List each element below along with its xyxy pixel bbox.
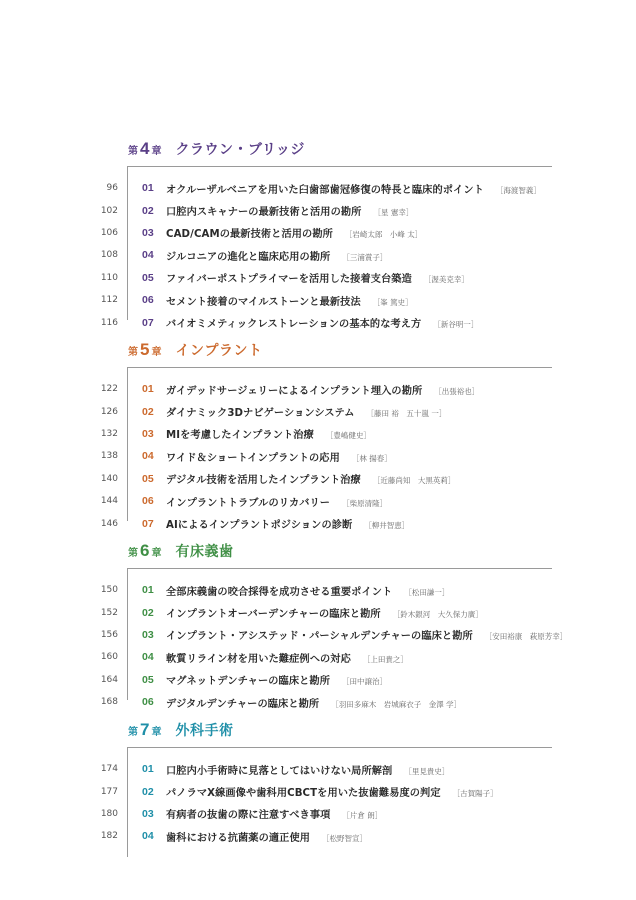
entry-title: 歯科における抗菌薬の適正使用 <box>166 832 311 844</box>
entry-number: 05 <box>142 673 154 686</box>
toc-entry[interactable] <box>0 400 636 422</box>
entry-author: ［里見貴史］ <box>404 766 450 776</box>
page-number: 180 <box>100 808 118 819</box>
chapter-title: 有床義歯 <box>175 544 234 560</box>
entry-author: ［渥美克幸］ <box>423 275 469 285</box>
page-number: 140 <box>100 473 118 484</box>
chapter-prefix: 第 <box>128 548 138 559</box>
entry-title: ワイド＆ショートインプラントの応用 <box>166 452 340 464</box>
chapter-heading <box>128 340 262 364</box>
page-number: 174 <box>100 764 118 775</box>
entry-number: 05 <box>142 271 154 284</box>
entry-author: ［片倉 朗］ <box>342 811 383 821</box>
chapter-rule <box>127 166 552 167</box>
toc-entry[interactable] <box>0 468 636 490</box>
entry-title: インプラントトラブルのリカバリー <box>166 497 331 509</box>
entry-number: 02 <box>142 405 154 418</box>
entry-author: ［林 揚春］ <box>351 453 392 463</box>
toc-entry[interactable] <box>0 669 636 691</box>
chapter-number: 5 <box>140 340 150 359</box>
chapter-title: 外科手術 <box>175 723 234 739</box>
toc-entry[interactable] <box>0 311 636 333</box>
entry-number: 03 <box>142 226 154 239</box>
entry-title: 全部床義歯の咬合採得を成功させる重要ポイント <box>166 586 393 598</box>
page-number: 182 <box>100 831 118 842</box>
entry-title: セメント接着のマイルストーンと最新技法 <box>166 296 361 308</box>
entry-number: 07 <box>142 316 154 329</box>
toc-entry[interactable] <box>0 445 636 467</box>
entry-author: ［上田貴之］ <box>362 654 408 664</box>
toc-entry[interactable] <box>0 177 636 199</box>
entry-title: ガイデッドサージェリーによるインプラント埋入の勘所 <box>166 385 423 397</box>
entry-number: 02 <box>142 606 154 619</box>
entry-author: ［豊嶋健史］ <box>325 431 371 441</box>
chapter-title: インプラント <box>175 343 263 359</box>
entry-author: ［三浦賞子］ <box>342 252 388 262</box>
entry-number: 01 <box>142 584 154 597</box>
entry-number: 01 <box>142 383 154 396</box>
page-number: 110 <box>100 272 118 283</box>
chapter-rule <box>127 747 552 748</box>
toc-entry[interactable] <box>0 512 636 534</box>
entry-title: MIを考慮したインプラント治療 <box>166 430 314 442</box>
chapter-heading <box>128 720 233 744</box>
entry-author: ［羽田多麻木 岩城麻衣子 金澤 学］ <box>331 699 462 709</box>
page-number: 122 <box>100 384 118 395</box>
page-number: 160 <box>100 652 118 663</box>
entry-title: インプラント・アシステッド・パーシャルデンチャーの臨床と勘所 <box>166 631 473 643</box>
entry-title: ジルコニアの進化と臨床応用の勘所 <box>166 251 331 263</box>
entry-author: ［柴原清隆］ <box>342 498 388 508</box>
chapter-rule <box>127 568 552 569</box>
entry-author: ［柳井智恵］ <box>364 521 410 531</box>
entry-number: 03 <box>142 628 154 641</box>
page-number: 116 <box>100 317 118 328</box>
toc-entry[interactable] <box>0 378 636 400</box>
entry-author: ［田中譲治］ <box>342 677 387 687</box>
toc-entry[interactable] <box>0 199 636 221</box>
entry-author: ［松田謙一］ <box>404 587 450 597</box>
toc-entry[interactable] <box>0 691 636 713</box>
page-number: 112 <box>100 295 118 306</box>
entry-author: ［安田裕康 萩原芳幸］ <box>484 632 568 642</box>
entry-title: インプラントオーバーデンチャーの臨床と勘所 <box>166 609 381 621</box>
entry-author: ［海渡智義］ <box>495 185 541 195</box>
page-number: 146 <box>100 518 118 529</box>
entry-number: 07 <box>142 517 154 530</box>
entry-title: 口腔内小手術時に見落としてはいけない局所解剖 <box>166 765 393 777</box>
page-number: 144 <box>100 496 118 507</box>
toc-entry[interactable] <box>0 289 636 311</box>
chapter-heading <box>128 541 233 565</box>
chapter-suffix: 章 <box>151 146 162 157</box>
page-number: 156 <box>100 629 118 640</box>
entry-number: 04 <box>142 651 154 664</box>
entry-title: バイオミメティックレストレーションの基本的な考え方 <box>166 319 422 331</box>
entry-list <box>0 758 636 848</box>
chapter-prefix: 第 <box>128 727 138 738</box>
chapter-number: 6 <box>140 541 150 560</box>
chapter-title: クラウン・ブリッジ <box>175 142 305 158</box>
toc-entry[interactable] <box>0 758 636 780</box>
toc-entry[interactable] <box>0 601 636 623</box>
toc-entry[interactable] <box>0 803 636 825</box>
entry-author: ［近藤尚知 大黒英莉］ <box>372 476 456 486</box>
chapter-prefix: 第 <box>128 146 138 157</box>
entry-number: 04 <box>142 450 154 463</box>
page-number: 164 <box>100 674 118 685</box>
entry-number: 03 <box>142 807 154 820</box>
entry-author: ［古賀陽子］ <box>452 789 498 799</box>
entry-number: 02 <box>142 785 154 798</box>
entry-author: ［新谷明一］ <box>433 320 479 330</box>
entry-title: オクルーザルベニアを用いた臼歯部歯冠修復の特長と臨床的ポイント <box>166 184 484 196</box>
entry-number: 01 <box>142 763 154 776</box>
entry-list <box>0 579 636 713</box>
entry-author: ［峯 篤史］ <box>372 297 413 307</box>
toc-entry[interactable] <box>0 423 636 445</box>
entry-number: 06 <box>142 495 154 508</box>
entry-number: 06 <box>142 696 154 709</box>
entry-number: 04 <box>142 830 154 843</box>
page-number: 152 <box>100 607 118 618</box>
entry-author: ［藤田 裕 五十嵐 一］ <box>366 409 447 419</box>
toc-entry[interactable] <box>0 646 636 668</box>
page-number: 150 <box>100 585 118 596</box>
entry-author: ［松野智宣］ <box>322 833 368 843</box>
chapter-prefix: 第 <box>128 347 138 358</box>
toc-entry[interactable] <box>0 624 636 646</box>
page-number: 168 <box>100 697 118 708</box>
chapter-number: 7 <box>140 720 150 739</box>
chapter-heading <box>128 139 305 163</box>
entry-number: 04 <box>142 249 154 262</box>
chapter-suffix: 章 <box>151 727 162 738</box>
page-number: 138 <box>100 451 118 462</box>
toc-entry[interactable] <box>0 825 636 847</box>
toc-entry[interactable] <box>0 222 636 244</box>
toc-entry[interactable] <box>0 244 636 266</box>
entry-title: パノラマX線画像や歯科用CBCTを用いた抜歯難易度の判定 <box>166 788 441 800</box>
page-number: 102 <box>100 205 118 216</box>
entry-title: デジタルデンチャーの臨床と勘所 <box>166 698 320 710</box>
entry-title: マグネットデンチャーの臨床と勘所 <box>166 676 330 688</box>
entry-title: ダイナミック3Dナビゲーションシステム <box>166 408 355 420</box>
entry-author: ［鈴木銀河 大久保力廣］ <box>392 610 483 620</box>
entry-number: 02 <box>142 204 154 217</box>
page-number: 126 <box>100 406 118 417</box>
entry-title: ファイバーポストプライマーを活用した接着支台築造 <box>166 274 412 286</box>
toc-entry[interactable] <box>0 490 636 512</box>
entry-title: AIによるインプラントポジションの診断 <box>166 520 353 532</box>
entry-title: 有病者の抜歯の際に注意すべき事項 <box>166 810 331 822</box>
entry-title: CAD/CAMの最新技術と活用の勘所 <box>166 229 333 241</box>
entry-number: 01 <box>142 182 154 195</box>
chapter-number: 4 <box>140 139 150 158</box>
entry-title: デジタル技術を活用したインプラント治療 <box>166 475 361 487</box>
page-number: 96 <box>106 183 118 194</box>
page-number: 108 <box>100 250 118 261</box>
entry-author: ［星 憲幸］ <box>373 208 414 218</box>
toc-entry[interactable] <box>0 579 636 601</box>
chapter-suffix: 章 <box>151 548 162 559</box>
entry-title: 軟質リライン材を用いた難症例への対応 <box>166 653 351 665</box>
page-number: 177 <box>100 786 118 797</box>
entry-list <box>0 378 636 535</box>
entry-author: ［岩崎太郎 小峰 太］ <box>344 230 423 240</box>
entry-number: 03 <box>142 427 154 440</box>
toc-entry[interactable] <box>0 267 636 289</box>
entry-number: 05 <box>142 472 154 485</box>
chapter-suffix: 章 <box>151 347 162 358</box>
entry-list <box>0 177 636 334</box>
entry-author: ［出張裕也］ <box>434 386 480 396</box>
toc-entry[interactable] <box>0 780 636 802</box>
page-number: 106 <box>100 227 118 238</box>
page-number: 132 <box>100 428 118 439</box>
chapter-rule <box>127 367 552 368</box>
entry-number: 06 <box>142 294 154 307</box>
entry-title: 口腔内スキャナーの最新技術と活用の勘所 <box>166 207 362 219</box>
